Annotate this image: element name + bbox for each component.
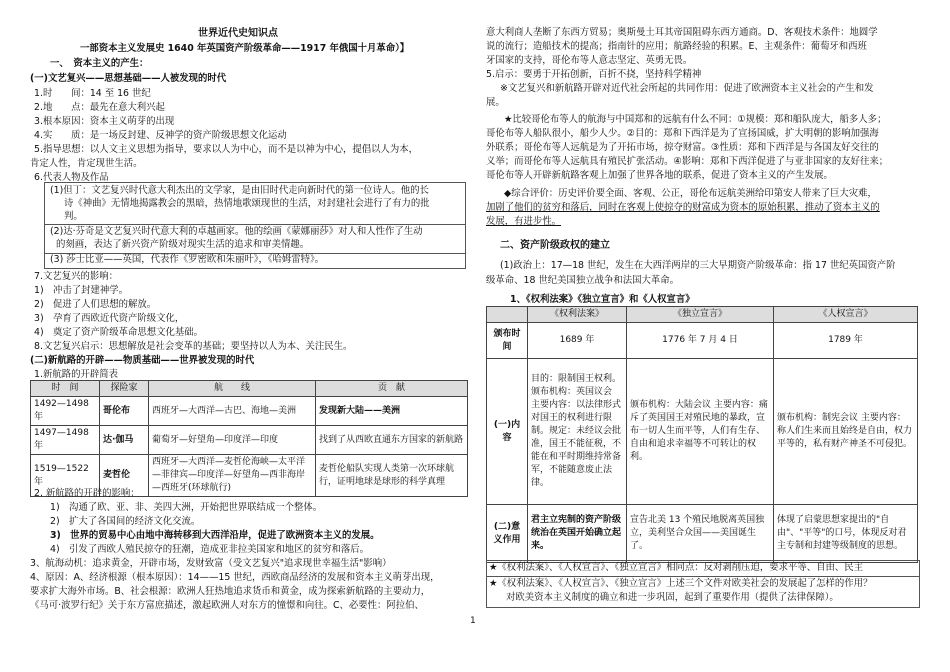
page-number: 1 [470,616,476,626]
section-heading-2: 二、资产阶级政权的建立 [500,240,610,251]
doc-header-bill: 《权利法案》 [528,307,627,323]
shakespeare-line: (3) 莎士比亚——英国，代表作《罗密欧和朱丽叶》，《哈姆雷特》。 [50,254,325,265]
content-independence: 颁布机构：大陆会议 主要内容：痛斥了英国国王对殖民地的暴政，宣布一切人生而平等，人们有生存、自由和追求幸福等不可转让的权利。 [627,359,774,505]
table-row [31,426,468,455]
documents-table [486,306,918,563]
meaning-rights: 体现了启蒙思想家提出的"自由"、"平等"的口号，体现反对君主专制和封建等级制度的思想。 [774,505,918,563]
davinci-line-2: 的刻画，表达了新兴资产阶级对现实生活的追求和审美情趣。 [56,239,310,250]
doc-title: 世界近代史知识点 [198,28,278,39]
line-reasons-3: 《马可·波罗行纪》关于东方富庶描述，激起欧洲人对东方的憧憬和向往。C、必要性：阿拉伯、 [30,600,424,611]
evaluation-2: 加剧了他们的贫穷和落后，同时在客观上使掠夺的财富成为资本的原始积累，推动了资本主义的 [486,202,880,213]
subheading-renaissance: (一)文艺复兴——思想基础——人被发现的时代 [30,73,227,84]
dante-line-3: 判。 [64,211,83,222]
compare-2: 哥伦布等人船队很小，船少人少。②目的：郑和下西洋是为了宣扬国威，扩大明朝的影响加强海 [486,128,879,139]
politics-1: (1)政治上：17—18 世纪，发生在大西洋两岸的三大早期资产阶级革命：指 17 世纪英国资产阶 [500,260,896,271]
line-reasons-1: 4、原因：A、经济根源（根本原因）：14——15 世纪，西欧商品经济的发展和资本主义萌芽出现， [30,572,440,583]
dante-line-1: (1)但丁：文艺复兴时代意大利杰出的文学家，是由旧时代走向新时代的第一位诗人。他的长 [50,185,429,196]
politics-2: 级革命、18 世纪美国独立战争和法国大革命。 [486,275,680,286]
row-label-meaning: (二)意义作用 [487,505,528,563]
row-label-time: 颁布时间 [487,323,528,359]
route-contribution: 麦哲伦船队实现人类第一次环球航行，证明地球是球形的科学真理 [316,455,468,497]
table-row [487,323,918,359]
routes-table [30,380,468,497]
route-time: 1492—1498 年 [31,397,100,426]
influence-4: 4) 奠定了资产阶级革命思想文化基础。 [34,327,203,338]
right-line-3: 牙国家的支持，哥伦布等人意志坚定、英勇无畏。 [486,55,693,66]
line-place: 2.地 点：最先在意大利兴起 [34,102,165,113]
routes-header-time: 时 间 [31,381,100,397]
influence-3: 3) 孕育了西欧近代资产阶级文化， [34,313,185,324]
common-effect-2: 展。 [486,97,505,108]
line-motive: 3、航海动机：追求黄金，开辟市场，发财致富（受文艺复兴"追求现世幸福生活"影响） [30,558,392,569]
route-contribution: 发现新大陆——美洲 [316,397,468,426]
answer-line: 对欧美资本主义制度的确立和进一步巩固，起到了重要作用（提供了法律保障）。 [506,592,839,603]
doc-subtitle: 一部资本主义发展史 1640 年英国资产阶级革命——1917 年俄国十月革命）】 [80,43,410,54]
route-explorer: 麦哲伦 [100,455,149,497]
line-route-impact: 2. 新航路的开辟的影响： [34,488,140,499]
line-figures: 6.代表人物及作品 [34,172,109,183]
route-explorer: 达·伽马 [100,426,149,455]
route-explorer: 哥伦布 [100,397,149,426]
common-effect-1: ※文艺复兴和新航路开辟对近代社会所起的共同作用：促进了欧洲资本主义社会的产生和发 [500,83,874,94]
question-line: ★《权利法案》、《人权宣言》、《独立宣言》上述三个文件对欧美社会的发展起了怎样的作用？ [489,578,873,589]
table-row [487,359,918,505]
compare-3: 外联系；哥伦布等人远航是为了开拓市场，掠夺财富。③性质：郑和下西洋是与各国友好交往的 [486,142,879,153]
subheading-new-routes: (二)新航路的开辟——物质基础——世界被发现的时代 [30,355,255,366]
time-rights: 1789 年 [774,323,918,359]
route-time: 1497—1498 年 [31,426,100,455]
compare-1: ★比较哥伦布等人的航海与中国郑和的远航有什么不同：①规模：郑和船队庞大，船多人多； [504,114,887,125]
routes-header-route: 航 线 [149,381,316,397]
doc-header-rights: 《人权宣言》 [774,307,918,323]
line-essence: 4.实 质：是一场反封建、反神学的资产阶级思想文化运动 [34,130,287,141]
route-path: 葡萄牙—好望角—印度洋—印度 [149,426,316,455]
time-independence: 1776 年 7 月 4 日 [627,323,774,359]
routes-header-explorer: 探险家 [100,381,149,397]
influence-1: 1) 冲击了封建神学。 [34,285,128,296]
documents-heading: 1、《权利法案》《独立宣言》和《人权宣言》 [510,294,695,305]
meaning-bill: 君主立宪制的资产阶级统治在英国开始确立起来。 [528,505,627,563]
evaluation-3: 发展，有进步性。 [486,216,562,227]
impact-2: 2) 扩大了各国间的经济文化交流。 [50,516,201,527]
impact-1: 1) 沟通了欧、亚、非、美四大洲，开始把世界联结成一个整体。 [50,502,323,513]
evaluation-1: ◆综合评价：历史评价要全面、客观、公正，哥伦布远航美洲给印第安人带来了巨大灾难， [504,188,877,199]
right-line-2: 说的流行；造船技术的提高；指南针的应用；航路经验的积累。E、主观条件：葡萄牙和西班 [486,41,867,52]
line-ideology: 5.指导思想：以人文主义思想为指导，要求以人为中心，而不是以神为中心，提倡以人为本， [34,144,418,155]
route-time: 1519—1522 年 [31,455,100,497]
table-row [487,505,918,563]
line-influence: 7.文艺复兴的影响： [34,271,118,282]
doc-header-independence: 《独立宣言》 [627,307,774,323]
route-path: 西班牙—大西洋—麦哲伦海峡—太平洋—菲律宾—印度洋—好望角—西非海岸—西班牙(环球航行) [149,455,316,497]
route-path: 西班牙—大西洋—古巴、海地—美洲 [149,397,316,426]
impact-3: 3) 世界的贸易中心由地中海转移到大西洋沿岸，促进了欧洲资本主义的发展。 [50,530,380,541]
compare-5: 哥伦布等人开辟新航路客观上加强了世界各地的联系，促进了资本主义的产生发展。 [486,170,833,181]
content-bill: 目的：限制国王权利。颁布机构：英国议会 主要内容：以法律形式对国王的权利进行限制。规定：未经议会批准，国王不能征税，不能在和平时期维持常备军，不能随意废止法律。 [528,359,627,505]
right-lesson: 5.启示：要勇于开拓创新，百折不挠，坚持科学精神 [486,69,702,80]
similarity-line: ★《权利法案》、《人权宣言》、《独立宣言》相同点：反对剥削压迫，要求平等、自由、民主 [489,562,864,573]
line-route-table: 1.新航路的开辟简表 [34,369,118,380]
content-rights: 颁布机构：制宪会议 主要内容：称人们生来而且始终是自由，权力平等的，私有财产神圣不可侵犯。 [774,359,918,505]
line-ideology-cont: 肯定人性，肯定现世生活。 [30,158,143,169]
line-reasons-2: 要求扩大海外市场。B、社会根源：欧洲人狂热地追求货币和黄金，成为探索新航路的主要动力， [30,586,431,597]
route-contribution: 找到了从西欧直通东方国家的新航路 [316,426,468,455]
row-label-content: (一)内容 [487,359,528,505]
table-row [31,397,468,426]
time-bill: 1689 年 [528,323,627,359]
line-time: 1.时 间：14 至 16 世纪 [34,88,151,99]
dante-line-2: 诗《神曲》无情地揭露教会的黑暗，热情地歌颂现世的生活，对封建社会进行了有力的批 [64,198,430,209]
impact-4: 4) 引发了西欧人殖民掠夺的狂潮，造成亚非拉美国家和地区的贫穷和落后。 [50,544,370,555]
davinci-line-1: (2)达·芬奇是文艺复兴时代意大利的卓越画家。他的绘画《蒙娜丽莎》对人和人性作了生动 [50,226,423,237]
meaning-independence: 宣告北美 13 个殖民地脱离英国独立，美利坚合众国——美国诞生了。 [627,505,774,563]
section-heading-1: 一、 资本主义的产生： [50,58,149,69]
routes-header-contribution: 贡 献 [316,381,468,397]
doc-header-blank [487,307,528,323]
influence-2: 2) 促进了人们思想的解放。 [34,299,157,310]
line-lesson: 8.文艺复兴启示：思想解放是社会变革的基础；要坚持以人为本、关注民生。 [34,341,353,352]
compare-4: 义举；而哥伦布等人远航具有殖民扩张活动。④影响：郑和下西洋促进了与亚非国家的友好往来； [486,156,889,167]
line-cause: 3.根本原因：资本主义萌芽的出现 [34,116,175,127]
right-line-1: 意大利商人垄断了东西方贸易；奥斯曼土耳其帝国阻碍东西方通商。D、客观技术条件：地圆学 [486,27,878,38]
